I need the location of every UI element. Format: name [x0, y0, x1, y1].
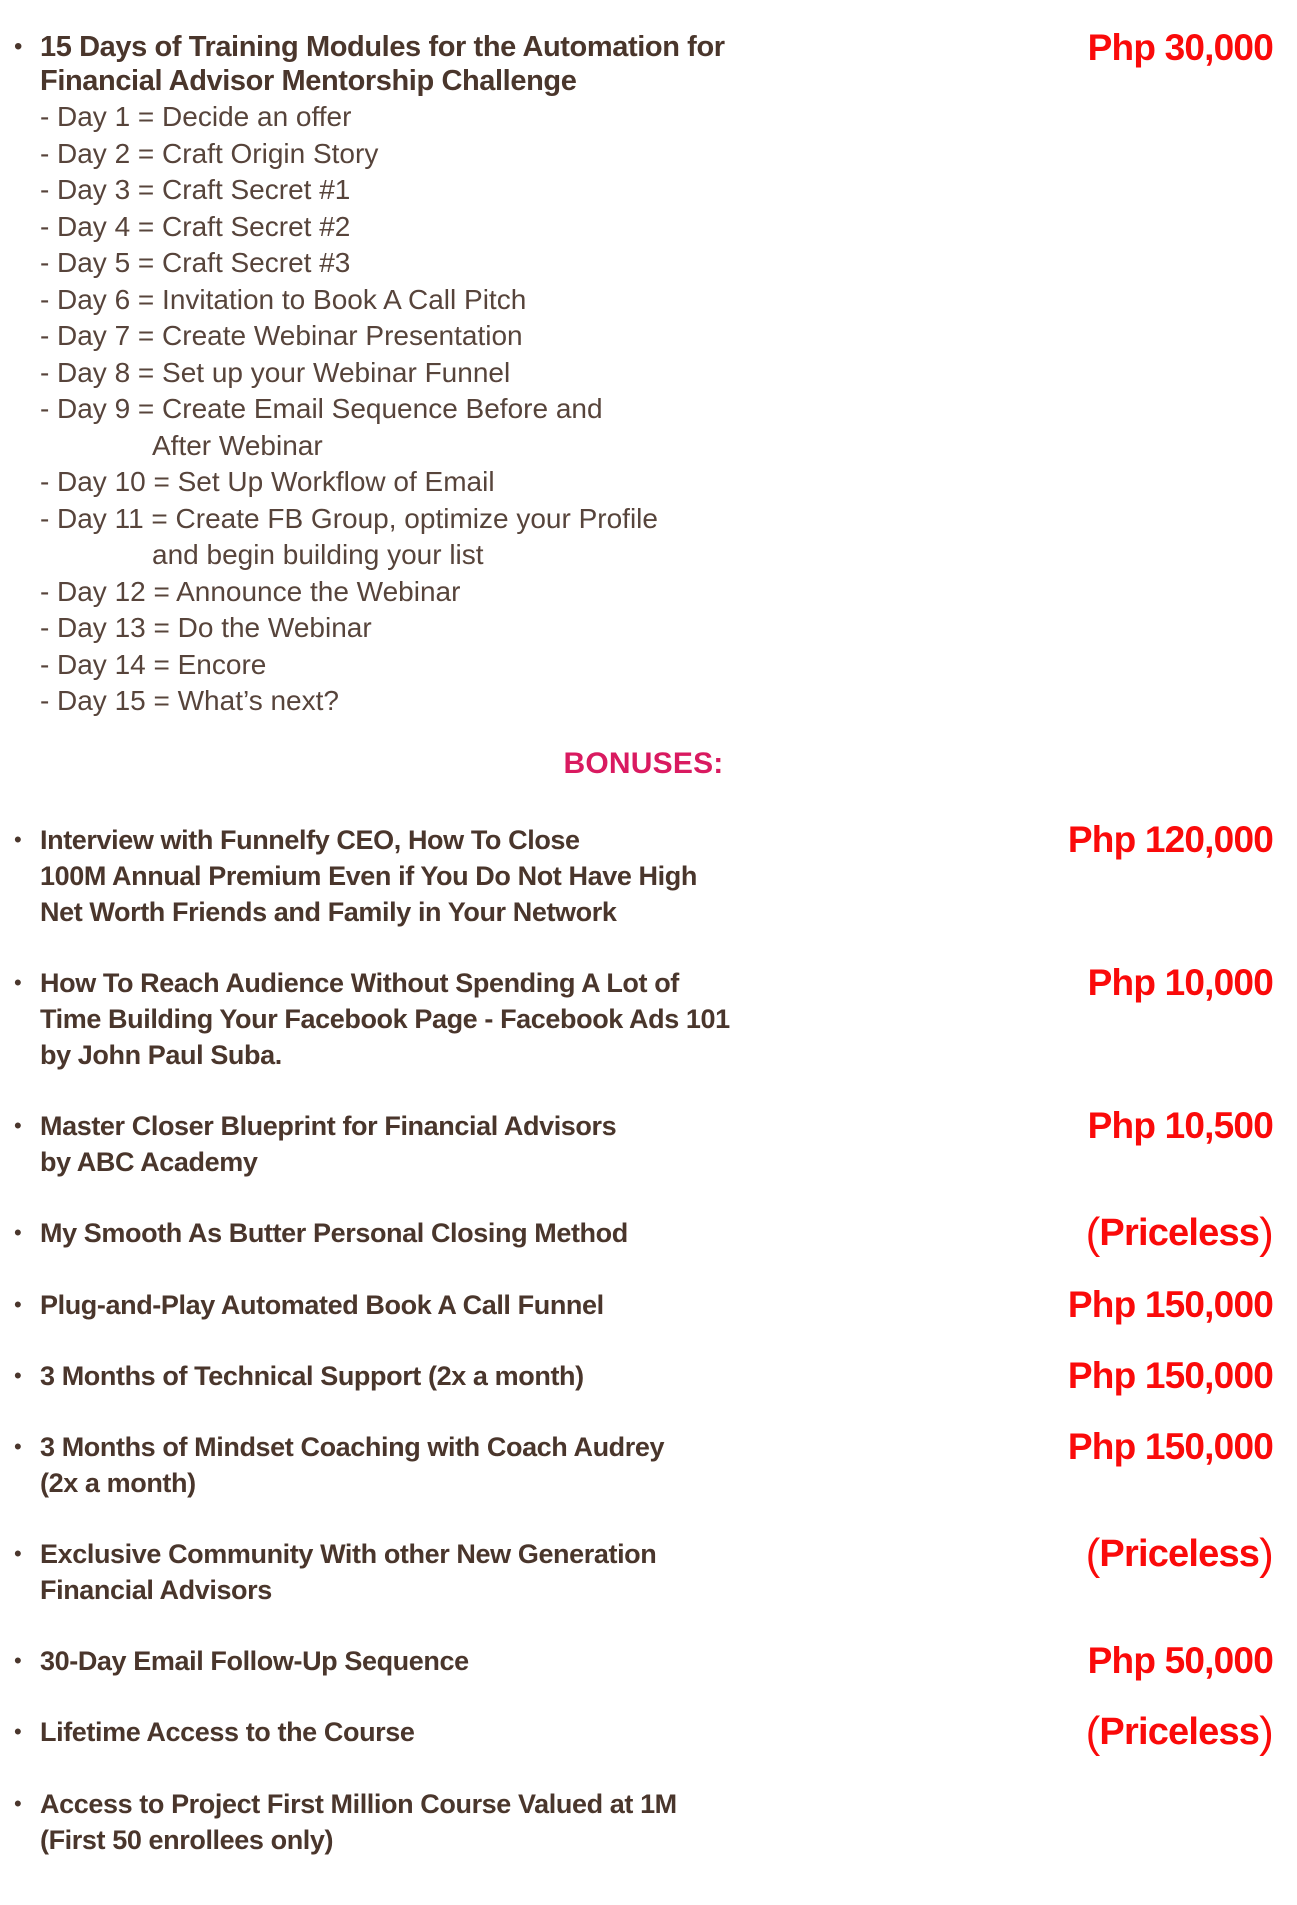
bonus-row [14, 1354, 1273, 1396]
bonus-text-block [14, 1358, 604, 1394]
day-line: Day 7 = Create Webinar Presentation [57, 320, 523, 351]
bonus-row [14, 818, 1273, 930]
bonus-line: Master Closer Blueprint for Financial Advisors [40, 1110, 617, 1141]
bonus-price: Php 120,000 [1067, 818, 1273, 860]
bonus-row [14, 1104, 1273, 1180]
bonus-price: Php 150,000 [1067, 1283, 1273, 1325]
bullet-marker-icon: • [14, 1112, 22, 1138]
bonus-row [14, 1208, 1273, 1258]
bonus-line: Lifetime Access to the Course [40, 1716, 415, 1747]
day-item [40, 245, 1273, 282]
day-line: Day 4 = Craft Secret #2 [57, 210, 351, 242]
bullet-marker-icon: • [14, 1362, 22, 1388]
dash-marker-icon: - [40, 648, 50, 680]
bonus-lines [40, 1358, 584, 1394]
dash-marker-icon: - [40, 502, 50, 534]
bonus-text-block [14, 965, 750, 1073]
dash-marker-icon: - [40, 210, 50, 242]
day-list [14, 99, 1273, 720]
bonus-row [14, 1639, 1273, 1681]
bonus-line: How To Reach Audience Without Spending A Lot of [40, 967, 679, 998]
dash-marker-icon: - [40, 356, 50, 388]
day-text [57, 318, 523, 355]
day-item [40, 501, 1273, 574]
dash-marker-icon: - [40, 101, 50, 132]
bullet-marker-icon: • [14, 969, 22, 995]
day-line: Day 11 = Create FB Group, optimize your Profile [57, 502, 658, 534]
bonus-line: My Smooth As Butter Personal Closing Method [40, 1217, 628, 1248]
day-text [57, 282, 526, 319]
day-text [57, 355, 510, 392]
bonus-line: Time Building Your Facebook Page - Facebook Ads 101 [40, 1003, 730, 1034]
day-item [40, 209, 1273, 246]
bonus-lines [40, 1108, 616, 1180]
day-item [40, 647, 1273, 684]
bonus-line: Exclusive Community With other New Generation [40, 1538, 657, 1569]
dash-marker-icon: - [40, 612, 50, 643]
main-offer-row [14, 27, 1273, 98]
open-paren: ( [1085, 1529, 1100, 1579]
bonus-line: Access to Project First Million Course Valued at 1M [40, 1788, 677, 1819]
bullet-marker-icon: • [14, 1291, 22, 1317]
bonus-row [14, 1529, 1273, 1608]
bonus-lines [40, 1786, 677, 1858]
bullet-marker-icon: • [14, 1433, 22, 1459]
bonus-text-block [14, 822, 717, 930]
dash-marker-icon: - [40, 137, 50, 169]
bonus-lines [40, 1643, 469, 1679]
day-line: Day 8 = Set up your Webinar Funnel [57, 356, 511, 388]
dash-marker-icon: - [40, 466, 50, 497]
day-item [40, 172, 1273, 209]
day-item [40, 99, 1273, 136]
bonus-text-block [14, 1786, 697, 1858]
dash-marker-icon: - [40, 283, 50, 315]
day-text [57, 647, 266, 684]
day-line: Day 1 = Decide an offer [57, 101, 352, 132]
day-item [40, 683, 1273, 720]
day-line: Day 13 = Do the Webinar [57, 612, 372, 643]
bonus-row [14, 1425, 1273, 1501]
day-text [57, 464, 495, 501]
day-item [40, 318, 1273, 355]
bonus-text-block [14, 1643, 489, 1679]
bonus-price [1085, 1529, 1273, 1579]
bullet-marker-icon: • [14, 826, 22, 852]
bonus-price [1085, 1208, 1273, 1258]
day-text [57, 172, 350, 209]
dash-marker-icon: - [40, 174, 50, 205]
offer-price: Php 30,000 [1087, 27, 1273, 68]
day-continuation-line: and begin building your list [152, 539, 484, 570]
bullet-marker-icon: • [14, 1718, 22, 1744]
bonus-text-block [14, 1714, 435, 1750]
dash-marker-icon: - [40, 320, 50, 351]
day-item [40, 610, 1273, 647]
bonus-price: Php 10,500 [1087, 1104, 1273, 1146]
bonus-line: by John Paul Suba. [40, 1039, 282, 1070]
bonus-line: Net Worth Friends and Family in Your Network [40, 896, 617, 927]
offer-title-line-1: 15 Days of Training Modules for the Automation for [40, 31, 725, 63]
bonus-text-block [14, 1108, 636, 1180]
bonus-row [14, 1283, 1273, 1325]
day-item [40, 282, 1273, 319]
bonus-price: Php 50,000 [1087, 1639, 1273, 1681]
priceless-word: Priceless [1099, 1710, 1260, 1753]
day-line: Day 2 = Craft Origin Story [57, 137, 379, 169]
bonus-line: (2x a month) [40, 1467, 196, 1498]
bullet-marker-icon: • [14, 1647, 22, 1673]
day-text [57, 245, 350, 282]
bonus-text-block [14, 1287, 624, 1323]
bonuses-heading: BONUSES: [563, 746, 724, 780]
bonus-line: Plug-and-Play Automated Book A Call Funnel [40, 1289, 604, 1320]
day-text [57, 501, 658, 574]
open-paren: ( [1085, 1208, 1100, 1258]
day-text [57, 99, 351, 136]
day-text [57, 610, 372, 647]
bonus-lines [40, 1429, 664, 1501]
day-line: Day 9 = Create Email Sequence Before and [57, 393, 603, 424]
bonus-row [14, 961, 1273, 1073]
bonus-text-block [14, 1536, 676, 1608]
bullet-marker-icon: • [14, 33, 23, 60]
day-line: Day 14 = Encore [57, 648, 267, 680]
offer-title [40, 30, 725, 98]
bonus-row [14, 1786, 1273, 1858]
bonus-line: 3 Months of Mindset Coaching with Coach Audrey [40, 1431, 665, 1462]
bonus-lines [40, 965, 730, 1073]
day-text [57, 683, 339, 720]
bonus-lines [40, 1536, 656, 1608]
close-paren: ) [1259, 1529, 1273, 1579]
day-item [40, 574, 1273, 611]
bonus-line: Financial Advisors [40, 1574, 272, 1605]
day-line: Day 5 = Craft Secret #3 [57, 247, 351, 278]
bonus-list [14, 818, 1273, 1858]
bonus-row [14, 1707, 1273, 1757]
day-text [57, 574, 460, 611]
bonus-lines [40, 1714, 415, 1750]
main-offer [14, 30, 725, 98]
bonus-line: 3 Months of Technical Support (2x a month) [40, 1360, 584, 1391]
bonus-line: 100M Annual Premium Even if You Do Not Have High [40, 860, 697, 891]
close-paren: ) [1259, 1208, 1273, 1258]
close-paren: ) [1259, 1707, 1273, 1757]
day-line: Day 12 = Announce the Webinar [57, 575, 461, 607]
day-text [57, 136, 378, 173]
day-continuation-line: After Webinar [152, 429, 323, 461]
bonus-price: Php 150,000 [1067, 1354, 1273, 1396]
dash-marker-icon: - [40, 575, 50, 607]
offer-title-line-2: Financial Advisor Mentorship Challenge [40, 65, 577, 97]
dash-marker-icon: - [40, 685, 50, 716]
day-text [57, 209, 350, 246]
bullet-marker-icon: • [14, 1219, 22, 1245]
bonus-price: Php 150,000 [1067, 1425, 1273, 1467]
bonus-price: Php 10,000 [1087, 961, 1273, 1003]
bonus-text-block [14, 1429, 684, 1501]
day-item [40, 355, 1273, 392]
bonus-lines [40, 1215, 628, 1251]
bonus-line: Interview with Funnelfy CEO, How To Close [40, 824, 580, 855]
dash-marker-icon: - [40, 393, 50, 424]
bullet-marker-icon: • [14, 1790, 22, 1816]
bonus-lines [40, 1287, 604, 1323]
bonus-line: 30-Day Email Follow-Up Sequence [40, 1645, 469, 1676]
bullet-marker-icon: • [14, 1540, 22, 1566]
priceless-word: Priceless [1099, 1532, 1260, 1575]
day-item [40, 136, 1273, 173]
bonus-price [1085, 1707, 1273, 1757]
day-line: Day 10 = Set Up Workflow of Email [57, 466, 495, 497]
day-line: Day 3 = Craft Secret #1 [57, 174, 351, 205]
day-item [40, 464, 1273, 501]
dash-marker-icon: - [40, 247, 50, 278]
day-item [40, 391, 1273, 464]
priceless-word: Priceless [1099, 1211, 1260, 1254]
bonus-line: (First 50 enrollees only) [40, 1824, 334, 1855]
day-text [57, 391, 603, 464]
day-line: Day 15 = What’s next? [57, 685, 339, 716]
day-line: Day 6 = Invitation to Book A Call Pitch [57, 283, 527, 315]
bonus-lines [40, 822, 697, 930]
bonus-line: by ABC Academy [40, 1146, 258, 1177]
bonus-text-block [14, 1215, 648, 1251]
open-paren: ( [1085, 1707, 1100, 1757]
